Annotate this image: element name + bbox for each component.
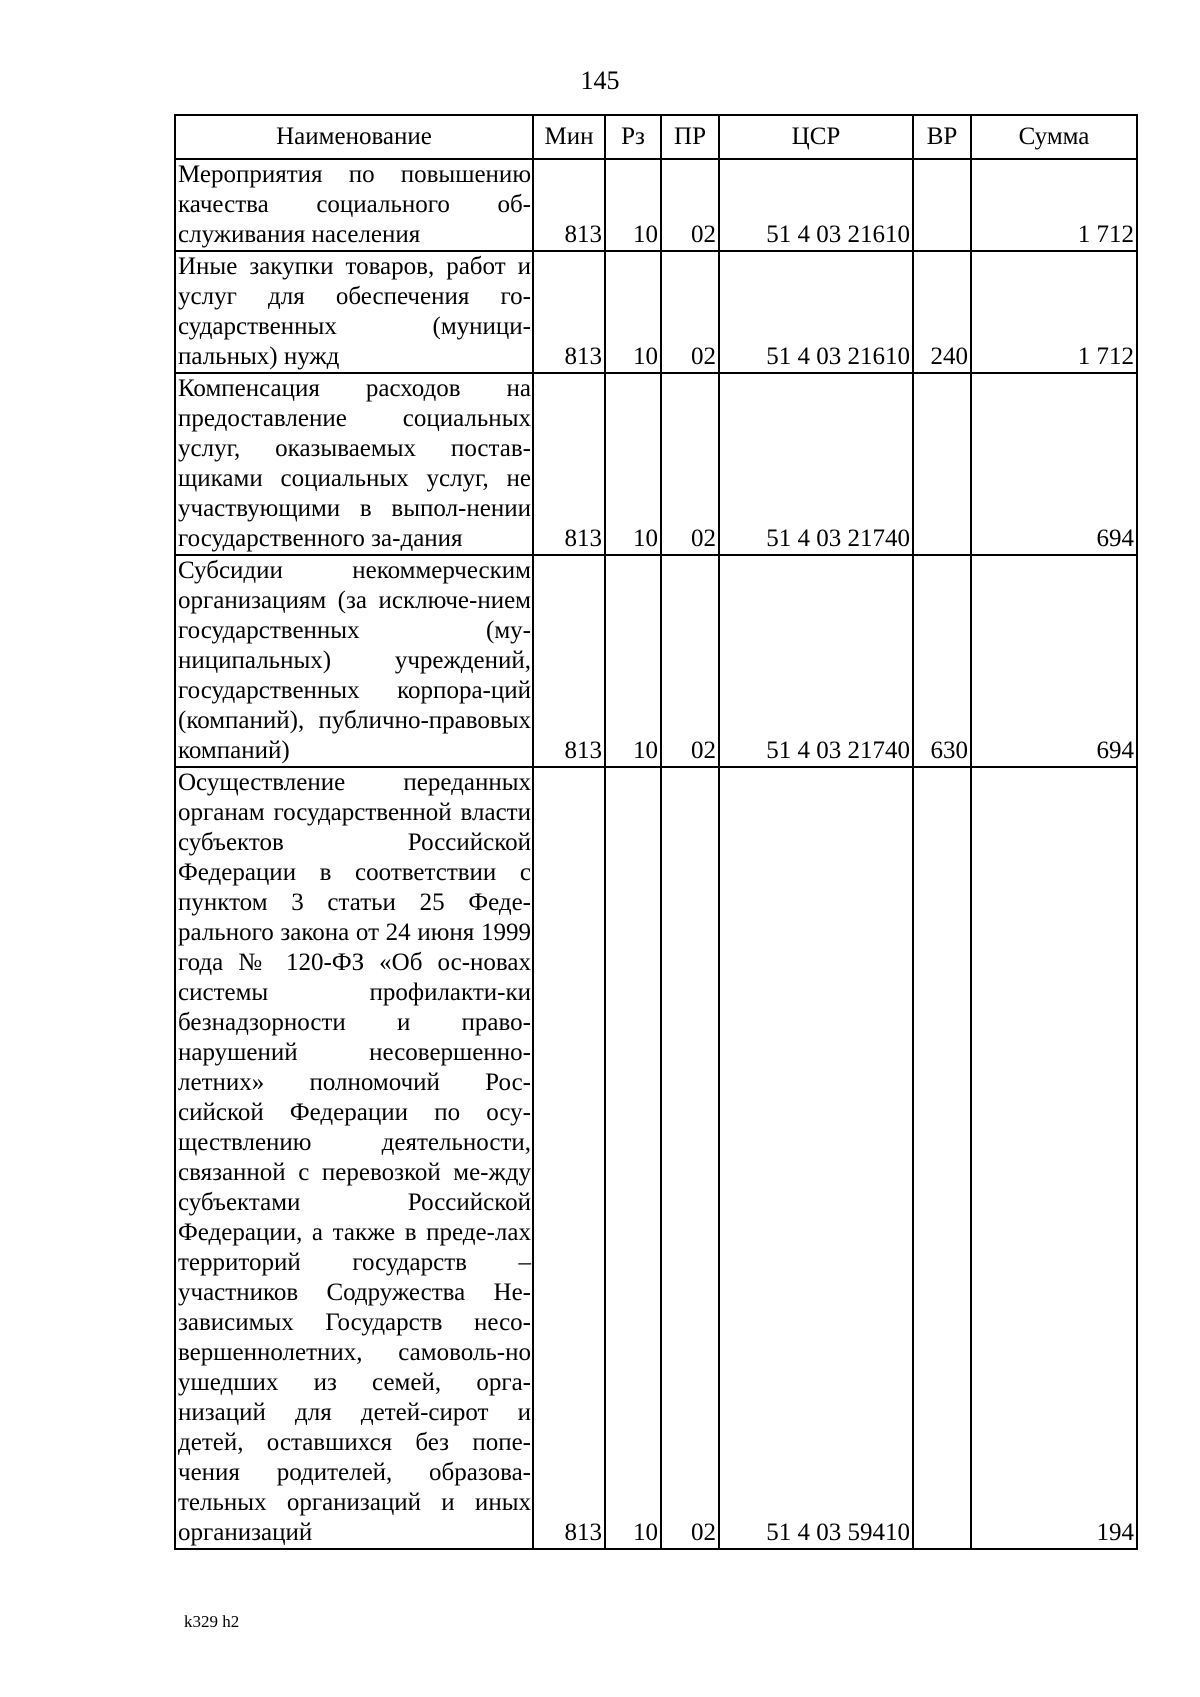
row-rz: 10 — [605, 251, 661, 373]
row-name: Осуществление переданных органам государственной власти субъектов Российской Федерации в соответствии с пунктом 3 статьи 25 Феде-рального закона от 24 июня 1999 года № 120-ФЗ «Об ос-новах системы профилакти-ки безнадзорности и право-нарушений несовершенно-летних» полномочий Рос-сийской Федерации по осу-ществлению деятельности, связанной с перевозкой ме-жду субъектами Российской Федерации, а также в преде-лах территорий государств – участников Содружества Не-зависимых Государств несо-вершеннолетних, самоволь-но ушедших из семей, орга-низаций для детей-сирот и детей, оставшихся без попе-чения родителей, образова-тельных организаций и иных организаций — [175, 767, 533, 1549]
row-pr: 02 — [661, 159, 719, 251]
row-rz: 10 — [605, 555, 661, 767]
row-name: Мероприятия по повышению качества социального об-служивания населения — [175, 159, 533, 251]
row-min: 813 — [533, 251, 605, 373]
row-csr: 51 4 03 21740 — [719, 555, 913, 767]
row-csr: 51 4 03 21740 — [719, 373, 913, 555]
row-vr — [913, 767, 971, 1549]
row-pr: 02 — [661, 373, 719, 555]
row-pr: 02 — [661, 555, 719, 767]
header-pr: ПР — [661, 115, 719, 159]
row-rz: 10 — [605, 373, 661, 555]
row-sum: 694 — [971, 555, 1137, 767]
row-csr: 51 4 03 21610 — [719, 159, 913, 251]
footer-code: k329 h2 — [184, 1612, 240, 1631]
row-vr — [913, 159, 971, 251]
table-row — [175, 251, 1137, 373]
row-vr — [913, 373, 971, 555]
row-sum: 194 — [971, 767, 1137, 1549]
row-rz: 10 — [605, 767, 661, 1549]
header-sum: Сумма — [971, 115, 1137, 159]
row-min: 813 — [533, 373, 605, 555]
row-pr: 02 — [661, 251, 719, 373]
row-sum: 1 712 — [971, 159, 1137, 251]
table-row — [175, 555, 1137, 767]
row-sum: 694 — [971, 373, 1137, 555]
row-vr: 630 — [913, 555, 971, 767]
row-csr: 51 4 03 21610 — [719, 251, 913, 373]
header-csr: ЦСР — [719, 115, 913, 159]
header-min: Мин — [533, 115, 605, 159]
row-csr: 51 4 03 59410 — [719, 767, 913, 1549]
row-name: Иные закупки товаров, работ и услуг для обеспечения го-сударственных (муници-пальных) нужд — [175, 251, 533, 373]
row-min: 813 — [533, 767, 605, 1549]
header-name: Наименование — [175, 115, 533, 159]
row-min: 813 — [533, 159, 605, 251]
row-vr: 240 — [913, 251, 971, 373]
header-vr: ВР — [913, 115, 971, 159]
header-rz: Рз — [605, 115, 661, 159]
table-row — [175, 767, 1137, 1549]
row-pr: 02 — [661, 767, 719, 1549]
row-sum: 1 712 — [971, 251, 1137, 373]
budget-table — [174, 114, 1138, 1550]
table-row — [175, 373, 1137, 555]
table-row — [175, 159, 1137, 251]
page-number: 145 — [580, 66, 620, 95]
row-min: 813 — [533, 555, 605, 767]
row-name: Субсидии некоммерческим организациям (за исключе-нием государственных (му-ниципальных) учреждений, государственных корпора-ций (компаний), публично-правовых компаний) — [175, 555, 533, 767]
row-name: Компенсация расходов на предоставление социальных услуг, оказываемых постав-щиками социальных услуг, не участвующими в выпол-нении государственного за-дания — [175, 373, 533, 555]
row-rz: 10 — [605, 159, 661, 251]
table-header-row — [175, 115, 1137, 159]
